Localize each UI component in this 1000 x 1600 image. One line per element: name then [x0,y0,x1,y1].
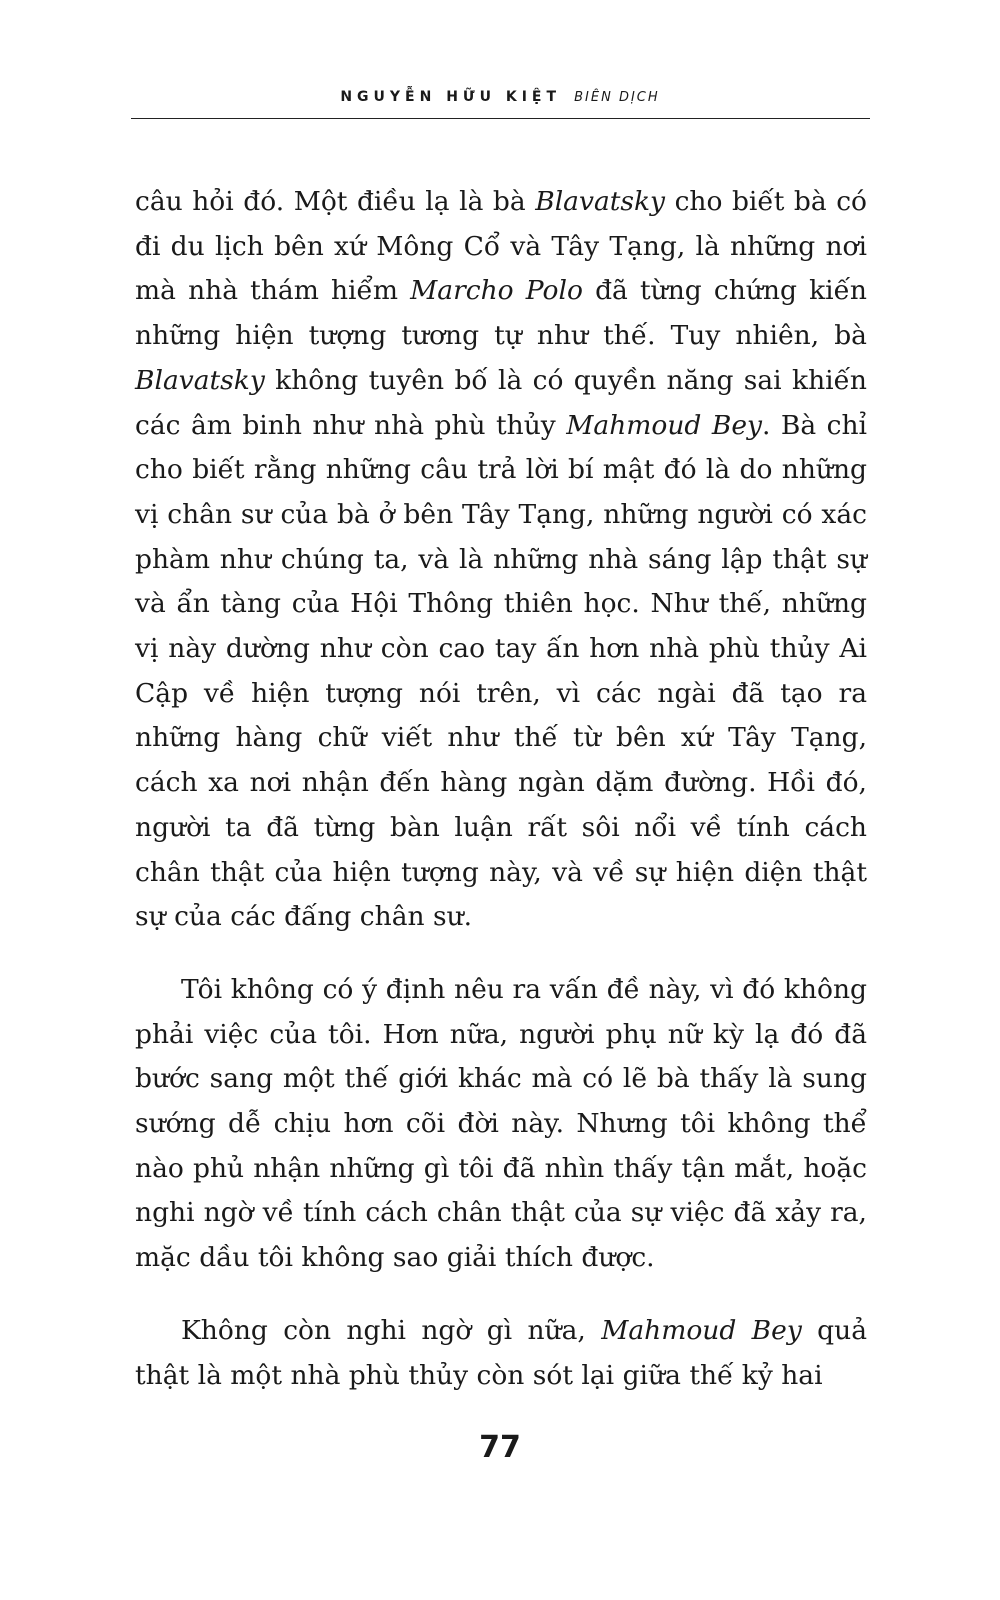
text-run: Không còn nghi ngờ gì nữa, [181,1314,602,1346]
header-rule [131,118,870,119]
text-run: đã từng chứng kiến những hiện tượng tương tự như thế. Tuy nhiên, bà [135,275,867,352]
body-text [135,180,867,1398]
text-run: cho biết bà có đi du lịch bên xứ Mông Cổ và Tây Tạng, là những nơi mà nhà thám hiểm [135,186,867,307]
paragraph-1 [135,180,867,940]
italic-name: Blavatsky [135,364,265,396]
text-run: câu hỏi đó. Một điều lạ là bà [135,186,536,217]
italic-name: Blavatsky [535,186,666,217]
text-run: . Bà chỉ cho biết rằng những câu trả lời bí mật đó là do những vị chân sư của bà ở bên Tây Tạng, những người có xác phàm như chúng ta, và là những nhà sáng lập thật sự và ẩn tàng của Hội Thông thiên học. Như thế, những vị này dường như còn cao tay ấn hơn nhà phù thủy Ai Cập về hiện tượng nói trên, vì các ngài đã tạo ra những hàng chữ viết như thế từ bên xứ Tây Tạng, cách xa nơi nhận đến hàng ngàn dặm đường. Hồi đó, người ta đã từng bàn luận rất sôi nổi về tính cách chân thật của hiện tượng này, và về sự hiện diện thật sự của các đấng chân sư. [135,409,868,933]
italic-name: Marcho Polo [410,275,583,307]
paragraph-2 [135,968,867,1281]
text-run: Tôi không có ý định nêu ra vấn đề này, vì đó không phải việc của tôi. Hơn nữa, người phụ nữ kỳ lạ đó đã bước sang một thế giới khác mà có lẽ bà thấy là sung sướng dễ chịu hơn cõi đời này. Nhưng tôi không thể nào phủ nhận những gì tôi đã nhìn thấy tận mắt, hoặc nghi ngờ về tính cách chân thật của sự việc đã xảy ra, mặc dầu tôi không sao giải thích được. [135,973,867,1274]
italic-name: Mahmoud Bey [566,409,762,441]
italic-name: Mahmoud Bey [601,1314,802,1346]
header-author: NGUYỄN HỮU KIỆT [340,89,562,105]
text-run: không tuyên bố là có quyền năng sai khiến các âm binh như nhà phù thủy [135,364,867,441]
header-role: BIÊN DỊCH [574,90,660,105]
paragraph-3 [135,1309,867,1398]
page-number: 77 [479,1430,521,1465]
text-run: quả thật là một nhà phù thủy còn sót lại giữa thế kỷ hai [135,1314,867,1391]
running-header [0,86,1000,105]
